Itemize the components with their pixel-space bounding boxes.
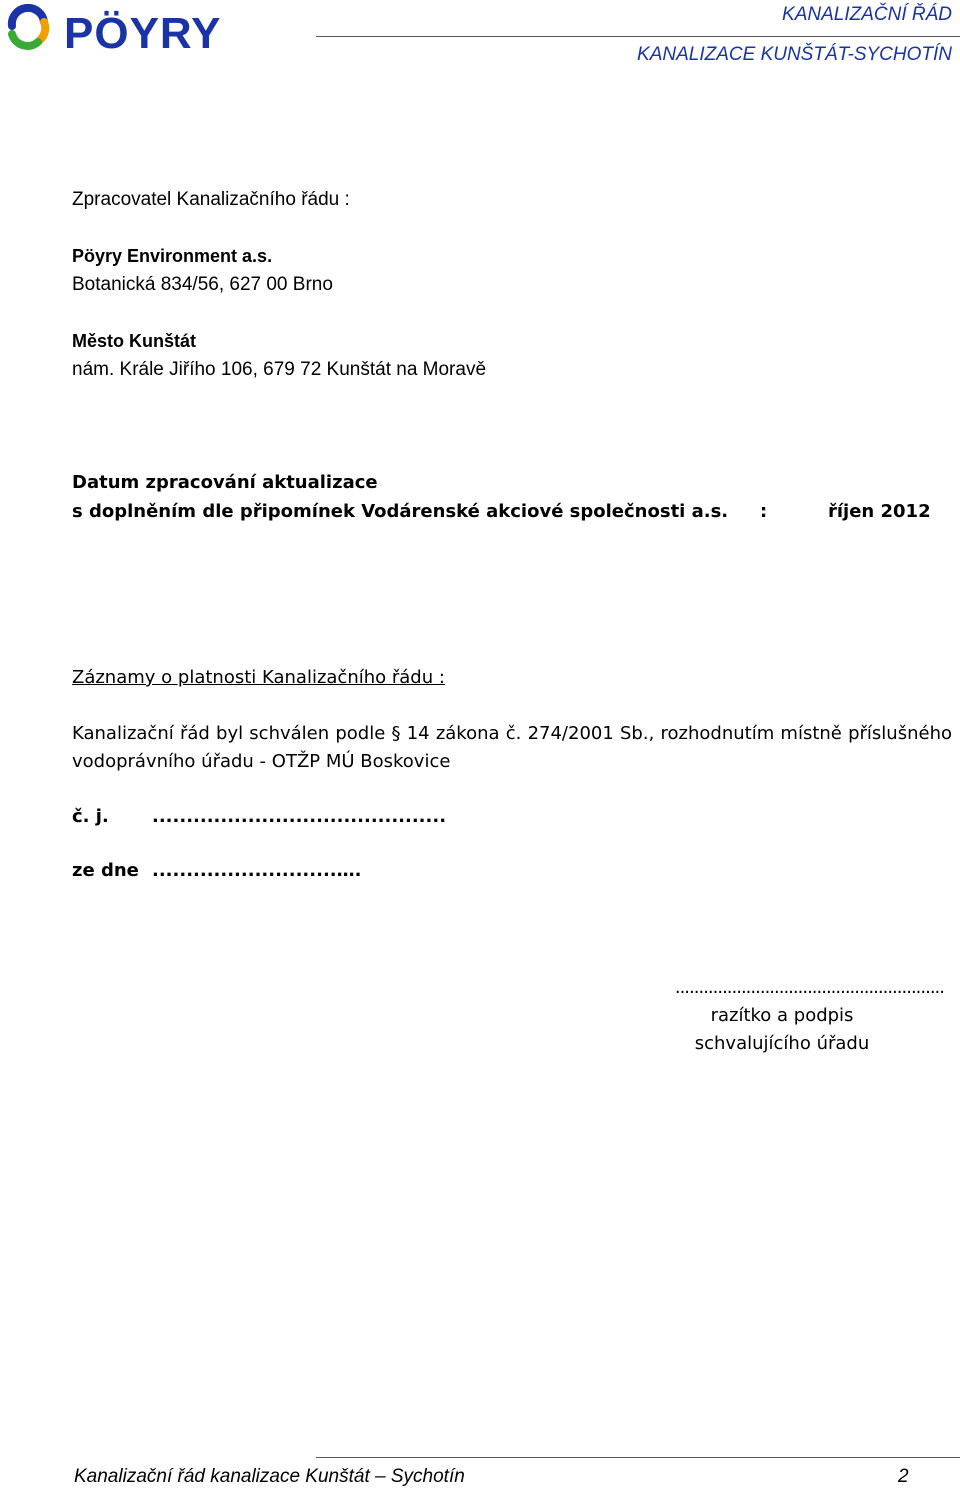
client-address: nám. Krále Jiřího 106, 679 72 Kunštát na Moravě: [72, 359, 487, 380]
decision-date-label: ze dne: [72, 860, 139, 881]
reference-value: ...........................................: [152, 806, 447, 827]
poyry-logo: [4, 4, 260, 56]
company-address: Botanická 834/56, 627 00 Brno: [72, 274, 333, 295]
stamp-label-line2: schvalujícího úřadu: [694, 1033, 870, 1054]
date-label-line2: s doplněním dle připomínek Vodárenské akciové společnosti a.s.: [72, 501, 729, 522]
poyry-ring-icon: [12, 8, 45, 46]
footer-divider: [316, 1457, 960, 1458]
approval-text: Kanalizační řád byl schválen podle § 14 zákona č. 274/2001 Sb., rozhodnutím místně příslušného vodoprávního úřadu - OTŽP MÚ Boskovice: [72, 723, 952, 772]
stamp-label-line1: razítko a podpis: [710, 1005, 854, 1026]
decision-date-value: ...........................….: [152, 860, 362, 881]
signature-dots: .........................................................: [674, 977, 944, 998]
footer-text: Kanalizační řád kanalizace Kunštát – Sychotín: [74, 1466, 465, 1487]
validity-heading: Záznamy o platnosti Kanalizačního řádu :: [72, 667, 445, 688]
header-subtitle: KANALIZACE KUNŠTÁT-SYCHOTÍN: [637, 44, 952, 65]
reference-label: č. j.: [72, 806, 109, 827]
preparer-label: Zpracovatel Kanalizačního řádu :: [72, 189, 350, 210]
processing-date: říjen 2012: [828, 501, 931, 522]
page-number: 2: [898, 1466, 909, 1487]
company-name: Pöyry Environment a.s.: [72, 246, 273, 266]
header-title: KANALIZAČNÍ ŘÁD: [782, 4, 952, 25]
header-divider: [316, 36, 960, 37]
logo-wordmark: PÖYRY: [64, 9, 222, 56]
stamp-signature-block: [620, 974, 944, 1058]
date-label-line1: Datum zpracování aktualizace: [72, 472, 378, 493]
date-colon: :: [760, 501, 768, 522]
client-name: Město Kunštát: [72, 331, 197, 351]
